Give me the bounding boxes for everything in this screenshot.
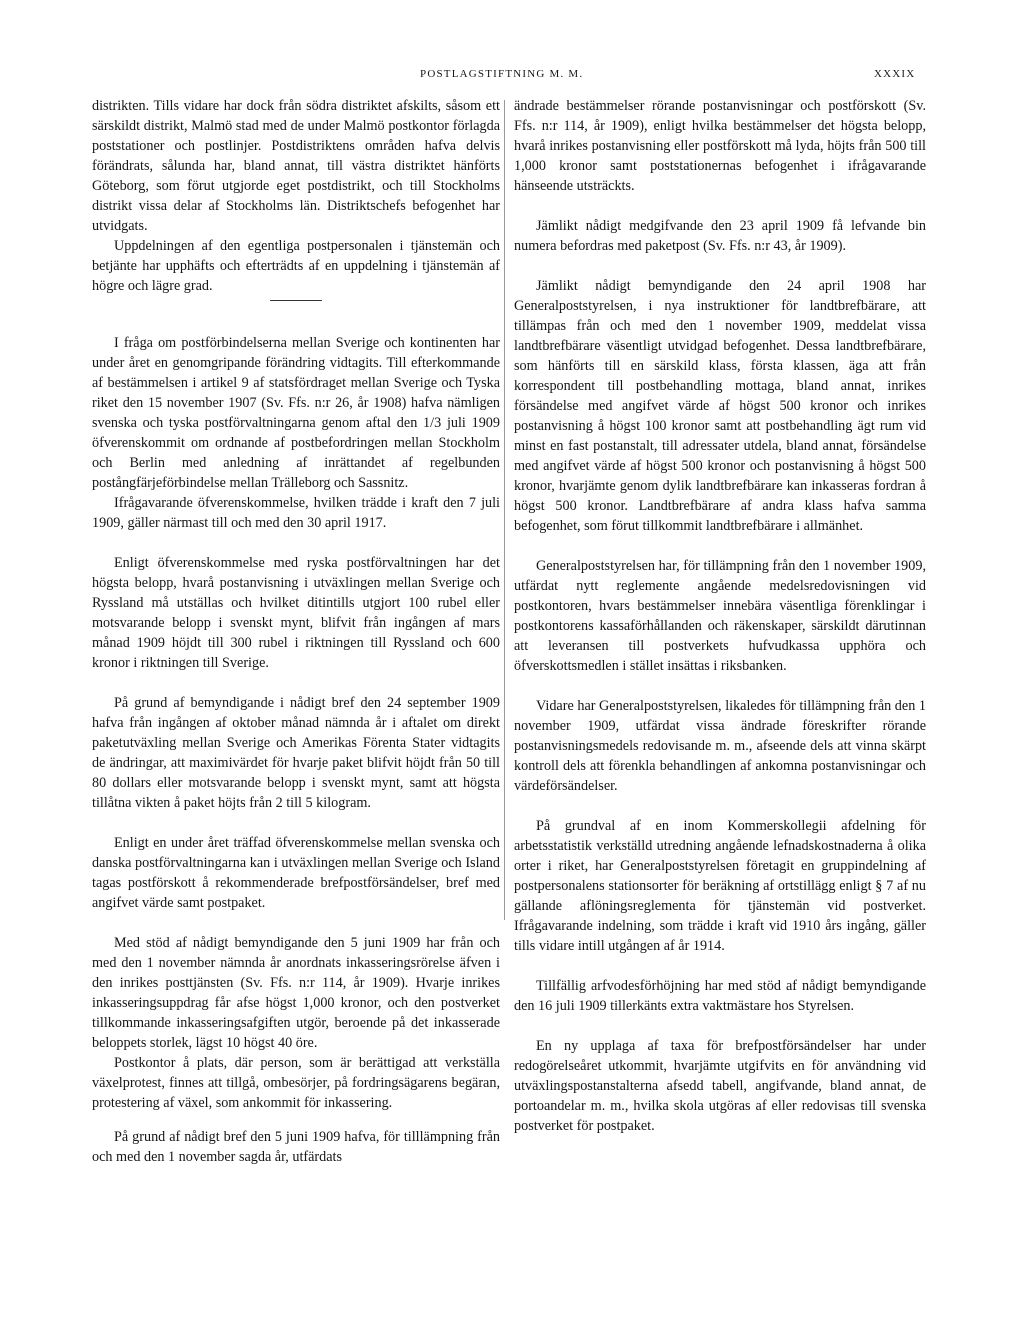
paragraph: Uppdelningen af den egentliga postpersonalen i tjänstemän och betjänte har upphäfts och efterträdts af en uppdelning i tjänstemän af högre och lägre grad. [92, 238, 500, 294]
paragraph: På grund af nådigt bref den 5 juni 1909 hafva, för tilllämpning från och med den 1 november sagda år, utfärdats [92, 1129, 500, 1165]
running-title: POSTLAGSTIFTNING M. M. [420, 68, 584, 80]
paragraph: I fråga om postförbindelserna mellan Sverige och kontinenten har under året en genomgripande förändring vidtagits. Till efterkommande af bestämmelsen i artikel 9 af statsfördraget mellan Sverige och Tyska riket den 15 november 1907 (Sv. Ffs. n:r 26, år 1908) hafva nämligen svenska och tyska postförvaltningarna genom aftal den 1/3 juli 1909 öfverenskommit om ordnande af postbefordringen mellan Stockholm och Berlin med anledning af inrättandet af regelbunden postångfärjeförbindelse mellan Trälleborg och Sassnitz. [92, 335, 500, 491]
paragraph: Vidare har Generalpoststyrelsen, likaledes för tillämpning från den 1 november 1909, utfärdat vissa ändrade föreskrifter rörande postanvisningsmedels redovisande m. m., afseende dels att vinna skärpt kontroll dels att förenkla behandlingen af ankomna postanvisningar och värdeförsändelser. [514, 698, 926, 794]
column-rule [504, 100, 505, 920]
running-header [0, 68, 1024, 88]
paragraph: Enligt öfverenskommelse med ryska postförvaltningen har det högsta belopp, hvarå postanvisning i utväxlingen mellan Sverige och Ryssland må utställas och hvilket ditintills utgjort 100 rubel eller motsvarande belopp i svenskt mynt, blifvit från ingången af mars månad 1909 höjdt till 300 rubel i riktningen till Ryssland och 600 kronor i riktningen till Sverige. [92, 555, 500, 671]
paragraph: Tillfällig arfvodesförhöjning har med stöd af nådigt bemyndigande den 16 juli 1909 tillerkänts extra vaktmästare hos Styrelsen. [514, 978, 926, 1014]
page-number: XXXIX [874, 68, 916, 80]
paragraph: På grund af bemyndigande i nådigt bref den 24 september 1909 hafva från ingången af oktober månad nämnda år i aftalet om direkt paketutväxling mellan Sverige och Amerikas Förenta Stater vidtagits de ändringar, att maximivärdet för hvarje paket blifvit höjdt från 50 till 80 dollars eller motsvarande belopp i svenskt mynt, samt att högsta tillåtna vikten å paket höjts från 2 till 5 kilogram. [92, 695, 500, 811]
left-column [92, 96, 500, 1167]
section-divider [270, 300, 322, 301]
paragraph: Postkontor å plats, där person, som är berättigad att verkställa växelprotest, finnes att tillgå, ombesörjer, på fordringsägarens begäran, protestering af växel, som ankommit för inkassering. [92, 1055, 500, 1111]
right-column [514, 96, 926, 1136]
paragraph: ändrade bestämmelser rörande postanvisningar och postförskott (Sv. Ffs. n:r 114, år 1909), enligt hvilka bestämmelser det högsta belopp, hvarå inrikes postanvisning eller postförskott må lyda, höjts från 500 till 1,000 kronor samt poststationernas befogenhet i ifrågavarande hänseende utsträckts. [514, 98, 926, 194]
paragraph: Med stöd af nådigt bemyndigande den 5 juni 1909 har från och med den 1 november nämnda år anordnats inkasseringsrörelse äfven i den inrikes posttjänsten (Sv. Ffs. n:r 114, år 1909). Hvarje inrikes inkasseringsuppdrag får afse högst 1,000 kronor, och den postverket tillkommande inkasseringsafgiften utgör, beroende på det inkasserade beloppets storlek, lägst 10 högst 40 öre. [92, 935, 500, 1051]
paragraph: Generalpoststyrelsen har, för tillämpning från den 1 november 1909, utfärdat nytt reglemente angående medelsredovisningen vid postkontoren, hvars bestämmelser innebära väsentliga förenklingar i postkontorens kassaförhållanden och räkenskaper, särskildt därutinnan att leveransen till postverkets hufvudkassa upphöra och öfverskottsmedlen i stället insättas i riksbanken. [514, 558, 926, 674]
paragraph: Jämlikt nådigt medgifvande den 23 april 1909 få lefvande bin numera befordras med paketpost (Sv. Ffs. n:r 43, år 1909). [514, 218, 926, 254]
paragraph: En ny upplaga af taxa för brefpostförsändelser har under redogörelseåret utkommit, hvarjämte utgifvits en för användning vid utväxlingspostanstalterna afsedd tabell, angifvande, bland annat, de portoandelar m. m., hvilka skola utgöras af eller redovisas till svenska postverket för postpaket. [514, 1038, 926, 1134]
paragraph: På grundval af en inom Kommerskollegii afdelning för arbetsstatistik verkställd utredning angående lefnadskostnaderna å olika orter i riket, har Generalpoststyrelsen företagit en gruppindelning af postpersonalens stationsorter för beräkning af ortstillägg enligt § 7 af nu gällande aflöningsreglementa för tjänstemän vid postverket. Ifrågavarande indelning, som trädde i kraft vid 1910 års ingång, gäller tills vidare intill utgången af år 1914. [514, 818, 926, 954]
paragraph: Enligt en under året träffad öfverenskommelse mellan svenska och danska postförvaltningarna kan i utväxlingen mellan Sverige och Island tagas postförskott å rekommenderade brefpostförsändelser, bref med angifvet värde samt postpaket. [92, 835, 500, 911]
paragraph: Jämlikt nådigt bemyndigande den 24 april 1908 har Generalpoststyrelsen, i nya instruktioner för landtbrefbärare, att tillämpas från och med den 1 november 1909, meddelat vissa landtbrefbärare väsentligt utvidgad befogenhet. Dessa landtbrefbärare, som hänförts till en särskild klass, första klassen, äga att från korrespondent till postbehandling mottaga, bland annat, inrikes försändelse med angifvet värde af högst 500 kronor och inrikes postanvisning å högst 100 kronor samt att postbehandling ägt rum vid minst en fast postanstalt, till adressater utdela, bland annat, försändelse med angifvet värde af högst 500 kronor och postanvisning å högst 500 kronor, hvarjämte genom dylik landtbrefbärare kan inkasseras fordran å högst 500 kronor. Landtbrefbärare af andra klass hafva samma befogenhet, som förut tillkommit landtbrefbärare i allmänhet. [514, 278, 926, 534]
paragraph: distrikten. Tills vidare har dock från södra distriktet afskilts, såsom ett särskildt distrikt, Malmö stad med de under Malmö postkontor förlagda poststationer och postlinjer. Postdistriktens områden hafva delvis förändrats, sålunda har, bland annat, till västra distriktet hänförts Göteborg, som förut utgjorde eget postdistrikt, och till Stockholms distrikt vissa delar af Stockholms län. Distriktschefs befogenhet har utvidgats. [92, 98, 500, 234]
paragraph: Ifrågavarande öfverenskommelse, hvilken trädde i kraft den 7 juli 1909, gäller närmast till och med den 30 april 1917. [92, 495, 500, 531]
